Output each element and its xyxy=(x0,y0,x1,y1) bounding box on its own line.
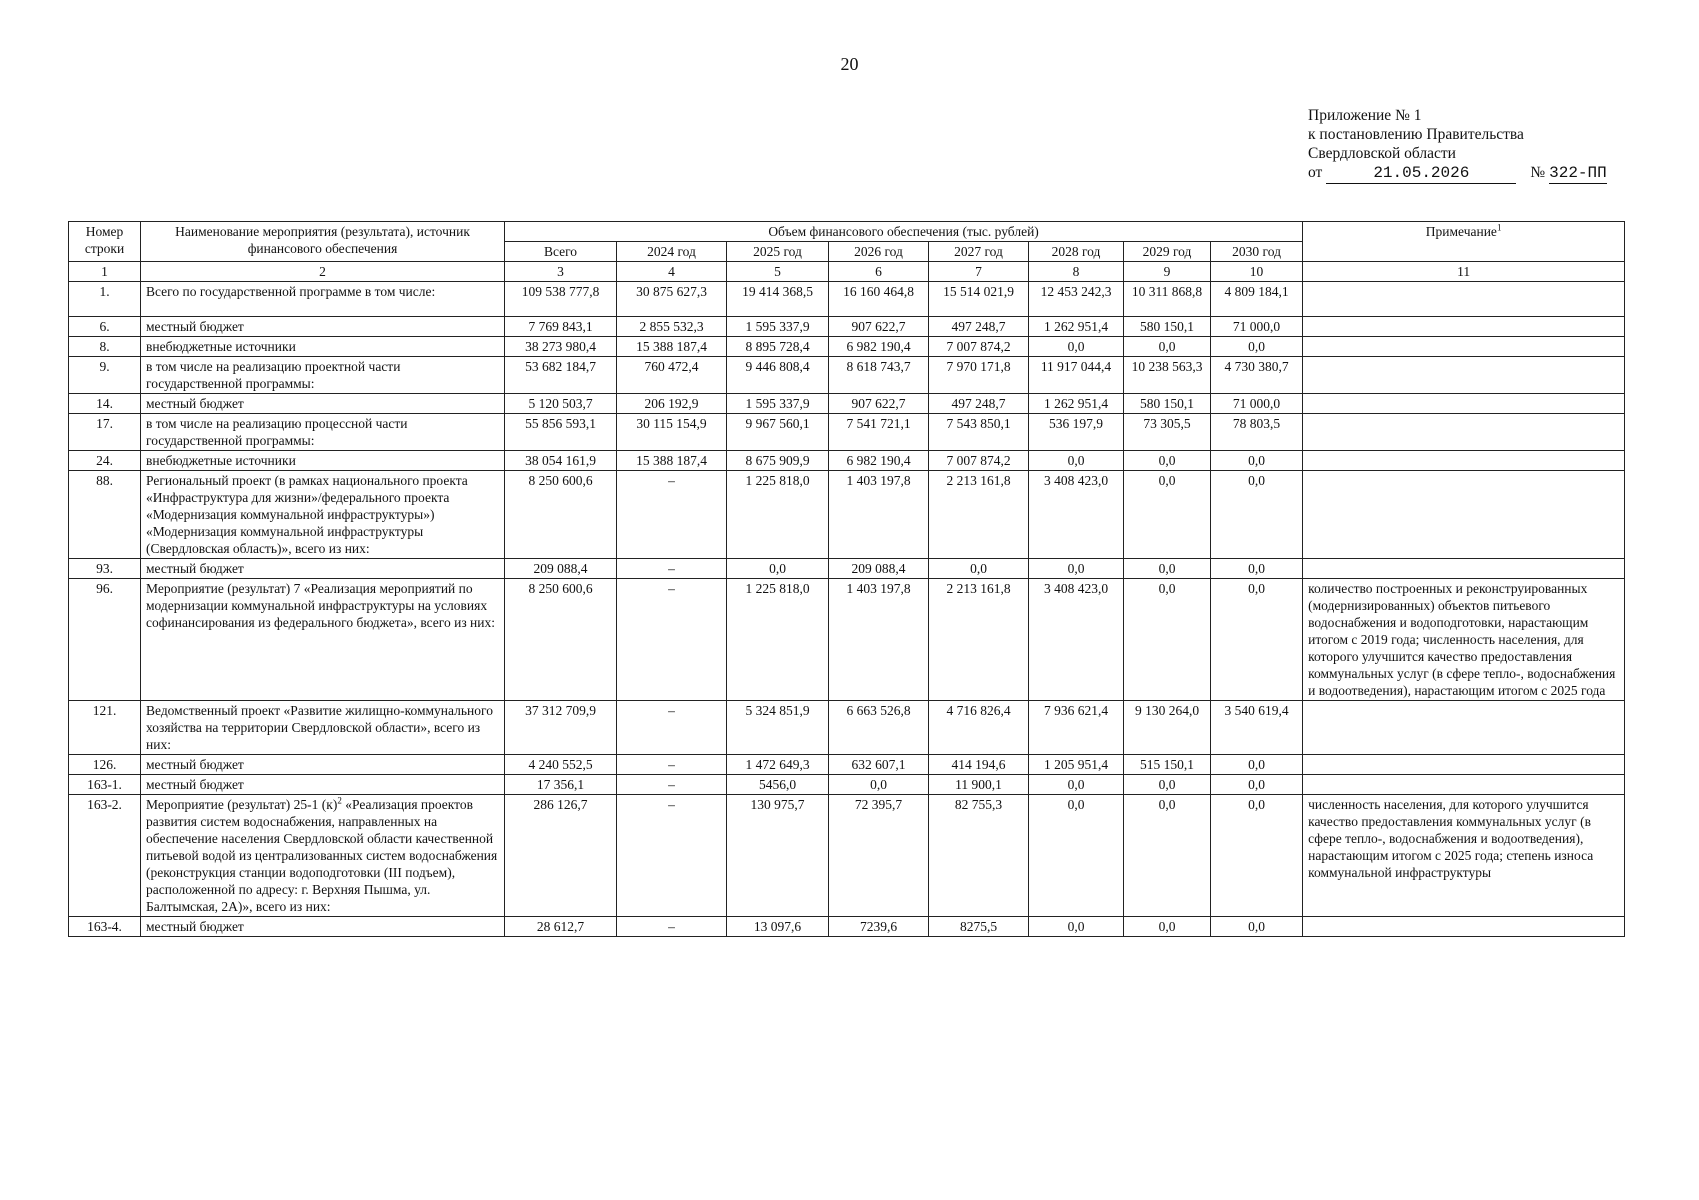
date-value: 21.05.2026 xyxy=(1326,164,1516,184)
appendix-date-line xyxy=(1308,163,1688,184)
row-name: Всего по государственной программе в том числе: xyxy=(141,282,505,317)
value-2028: 3 408 423,0 xyxy=(1029,471,1124,559)
value-2028: 0,0 xyxy=(1029,559,1124,579)
value-2030: 0,0 xyxy=(1211,559,1303,579)
row-number: 163-4. xyxy=(69,917,141,937)
table-row xyxy=(69,795,1625,917)
value-2026: 8 618 743,7 xyxy=(829,357,929,394)
value-2029: 580 150,1 xyxy=(1124,394,1211,414)
value-2024: 30 875 627,3 xyxy=(617,282,727,317)
column-index: 10 xyxy=(1211,262,1303,282)
row-name: внебюджетные источники xyxy=(141,337,505,357)
table-row xyxy=(69,337,1625,357)
value-2027: 7 007 874,2 xyxy=(929,337,1029,357)
table-row xyxy=(69,394,1625,414)
value-2030: 0,0 xyxy=(1211,451,1303,471)
value-2025: 1 225 818,0 xyxy=(727,471,829,559)
row-number: 121. xyxy=(69,701,141,755)
value-2027: 414 194,6 xyxy=(929,755,1029,775)
value-2030: 0,0 xyxy=(1211,775,1303,795)
row-name: внебюджетные источники xyxy=(141,451,505,471)
value-2026: 7 541 721,1 xyxy=(829,414,929,451)
column-index: 6 xyxy=(829,262,929,282)
header-year: 2029 год xyxy=(1124,242,1211,262)
value-2028: 3 408 423,0 xyxy=(1029,579,1124,701)
value-2028: 1 262 951,4 xyxy=(1029,394,1124,414)
row-name: местный бюджет xyxy=(141,917,505,937)
header-total: Всего xyxy=(505,242,617,262)
table-row xyxy=(69,414,1625,451)
column-index: 3 xyxy=(505,262,617,282)
value-2029: 515 150,1 xyxy=(1124,755,1211,775)
value-2030: 0,0 xyxy=(1211,917,1303,937)
row-number: 163-2. xyxy=(69,795,141,917)
row-note: количество построенных и реконструированных (модернизированных) объектов питьевого водоснабжения и водоподготовки, нарастающим итогом с 2019 года; численность населения, для которого улучшится качество предоставления коммунальных услуг (в сфере тепло-, водоснабжения и водоотведения), нарастающим итогом с 2025 года xyxy=(1303,579,1625,701)
value-2026: 907 622,7 xyxy=(829,317,929,337)
row-note xyxy=(1303,559,1625,579)
value-2029: 73 305,5 xyxy=(1124,414,1211,451)
row-name: местный бюджет xyxy=(141,559,505,579)
row-note: численность населения, для которого улучшится качество предоставления коммунальных услуг (в сфере тепло-, водоснабжения и водоотведения), нарастающим итогом с 2025 года; степень износа коммунальной инфраструктуры xyxy=(1303,795,1625,917)
value-total: 5 120 503,7 xyxy=(505,394,617,414)
value-2029: 0,0 xyxy=(1124,471,1211,559)
value-2028: 0,0 xyxy=(1029,775,1124,795)
value-2027: 4 716 826,4 xyxy=(929,701,1029,755)
value-total: 37 312 709,9 xyxy=(505,701,617,755)
value-2025: 5 324 851,9 xyxy=(727,701,829,755)
number-label: № xyxy=(1530,164,1546,181)
row-name-rest: «Реализация проектов развития систем водоснабжения, направленных на обеспечение населения Свердловской области качественной питьевой водой из централизованных систем водоснабжения (реконструкция станции водоподготовки (III подъем), расположенной по адресу: г. Верхняя Пышма, ул. Балтымская, 2А)», всего из них: xyxy=(146,797,498,914)
value-2030: 0,0 xyxy=(1211,471,1303,559)
table-row xyxy=(69,317,1625,337)
value-2025: 0,0 xyxy=(727,559,829,579)
header-row-number: Номер строки xyxy=(69,222,141,262)
value-2028: 0,0 xyxy=(1029,451,1124,471)
value-2024: – xyxy=(617,775,727,795)
value-2024: – xyxy=(617,917,727,937)
table-row xyxy=(69,701,1625,755)
table-row xyxy=(69,451,1625,471)
table-row xyxy=(69,917,1625,937)
header-note-text: Примечание xyxy=(1425,224,1497,239)
row-number: 1. xyxy=(69,282,141,317)
header-year: 2028 год xyxy=(1029,242,1124,262)
value-2025: 1 595 337,9 xyxy=(727,394,829,414)
row-note xyxy=(1303,701,1625,755)
table-row xyxy=(69,775,1625,795)
table-row xyxy=(69,357,1625,394)
value-2030: 78 803,5 xyxy=(1211,414,1303,451)
header-year: 2030 год xyxy=(1211,242,1303,262)
value-2024: – xyxy=(617,471,727,559)
value-2025: 1 472 649,3 xyxy=(727,755,829,775)
value-2026: 907 622,7 xyxy=(829,394,929,414)
appendix-line-3: Свердловской области xyxy=(1308,145,1456,162)
value-2029: 0,0 xyxy=(1124,559,1211,579)
value-total: 8 250 600,6 xyxy=(505,579,617,701)
value-2027: 7 007 874,2 xyxy=(929,451,1029,471)
row-number: 96. xyxy=(69,579,141,701)
value-total: 53 682 184,7 xyxy=(505,357,617,394)
value-total: 4 240 552,5 xyxy=(505,755,617,775)
column-index: 1 xyxy=(69,262,141,282)
column-index-row xyxy=(69,262,1625,282)
value-2026: 6 982 190,4 xyxy=(829,337,929,357)
value-2028: 0,0 xyxy=(1029,917,1124,937)
value-2028: 1 205 951,4 xyxy=(1029,755,1124,775)
value-2027: 15 514 021,9 xyxy=(929,282,1029,317)
value-total: 7 769 843,1 xyxy=(505,317,617,337)
value-2024: 206 192,9 xyxy=(617,394,727,414)
value-2029: 0,0 xyxy=(1124,337,1211,357)
row-name: местный бюджет xyxy=(141,394,505,414)
row-note xyxy=(1303,775,1625,795)
column-index: 2 xyxy=(141,262,505,282)
header-year: 2027 год xyxy=(929,242,1029,262)
value-2030: 0,0 xyxy=(1211,337,1303,357)
value-total: 38 054 161,9 xyxy=(505,451,617,471)
value-2025: 1 225 818,0 xyxy=(727,579,829,701)
value-2027: 2 213 161,8 xyxy=(929,471,1029,559)
value-total: 17 356,1 xyxy=(505,775,617,795)
value-2029: 0,0 xyxy=(1124,795,1211,917)
value-2025: 19 414 368,5 xyxy=(727,282,829,317)
value-2025: 1 595 337,9 xyxy=(727,317,829,337)
value-2024: 30 115 154,9 xyxy=(617,414,727,451)
value-2027: 7 970 171,8 xyxy=(929,357,1029,394)
row-note xyxy=(1303,394,1625,414)
value-2026: 1 403 197,8 xyxy=(829,471,929,559)
row-number: 6. xyxy=(69,317,141,337)
row-note xyxy=(1303,357,1625,394)
column-index: 7 xyxy=(929,262,1029,282)
value-2026: 0,0 xyxy=(829,775,929,795)
column-index: 11 xyxy=(1303,262,1625,282)
table-row xyxy=(69,559,1625,579)
value-2028: 7 936 621,4 xyxy=(1029,701,1124,755)
row-name: местный бюджет xyxy=(141,775,505,795)
value-2029: 0,0 xyxy=(1124,579,1211,701)
value-2027: 8275,5 xyxy=(929,917,1029,937)
value-2025: 8 675 909,9 xyxy=(727,451,829,471)
value-total: 8 250 600,6 xyxy=(505,471,617,559)
value-2026: 16 160 464,8 xyxy=(829,282,929,317)
row-name: Ведомственный проект «Развитие жилищно-коммунального хозяйства на территории Свердловской области», всего из них: xyxy=(141,701,505,755)
page-number: 20 xyxy=(840,54,859,74)
value-2030: 0,0 xyxy=(1211,579,1303,701)
value-total: 286 126,7 xyxy=(505,795,617,917)
value-2024: 2 855 532,3 xyxy=(617,317,727,337)
appendix-header xyxy=(1308,106,1688,184)
value-2028: 536 197,9 xyxy=(1029,414,1124,451)
appendix-line-1: Приложение № 1 xyxy=(1308,107,1422,124)
financing-table xyxy=(68,221,1625,937)
value-2025: 9 967 560,1 xyxy=(727,414,829,451)
value-2024: – xyxy=(617,701,727,755)
value-2027: 0,0 xyxy=(929,559,1029,579)
value-2030: 0,0 xyxy=(1211,795,1303,917)
row-note xyxy=(1303,414,1625,451)
value-2025: 13 097,6 xyxy=(727,917,829,937)
value-2028: 0,0 xyxy=(1029,795,1124,917)
header-year: 2026 год xyxy=(829,242,929,262)
date-label: от xyxy=(1308,164,1323,181)
value-2030: 4 730 380,7 xyxy=(1211,357,1303,394)
value-2026: 209 088,4 xyxy=(829,559,929,579)
value-2027: 497 248,7 xyxy=(929,394,1029,414)
value-2030: 71 000,0 xyxy=(1211,317,1303,337)
value-2029: 0,0 xyxy=(1124,775,1211,795)
value-2025: 5456,0 xyxy=(727,775,829,795)
value-total: 28 612,7 xyxy=(505,917,617,937)
row-note xyxy=(1303,282,1625,317)
row-number: 88. xyxy=(69,471,141,559)
value-2025: 9 446 808,4 xyxy=(727,357,829,394)
value-2024: – xyxy=(617,755,727,775)
value-2025: 8 895 728,4 xyxy=(727,337,829,357)
row-note xyxy=(1303,755,1625,775)
value-total: 55 856 593,1 xyxy=(505,414,617,451)
table-row xyxy=(69,579,1625,701)
row-name: Мероприятие (результат) 7 «Реализация мероприятий по модернизации коммунальной инфраструктуры на условиях софинансирования из федерального бюджета», всего из них: xyxy=(141,579,505,701)
value-2029: 580 150,1 xyxy=(1124,317,1211,337)
value-2027: 82 755,3 xyxy=(929,795,1029,917)
value-2024: – xyxy=(617,559,727,579)
value-2029: 9 130 264,0 xyxy=(1124,701,1211,755)
row-note xyxy=(1303,471,1625,559)
value-2029: 0,0 xyxy=(1124,917,1211,937)
footnote-mark: 2 xyxy=(337,795,342,806)
value-2026: 7239,6 xyxy=(829,917,929,937)
header-volume: Объем финансового обеспечения (тыс. рублей) xyxy=(505,222,1303,242)
row-note xyxy=(1303,451,1625,471)
column-index: 8 xyxy=(1029,262,1124,282)
row-number: 24. xyxy=(69,451,141,471)
header-note-footnote: 1 xyxy=(1496,222,1502,233)
row-name: в том числе на реализацию проектной части государственной программы: xyxy=(141,357,505,394)
value-2027: 7 543 850,1 xyxy=(929,414,1029,451)
value-total: 109 538 777,8 xyxy=(505,282,617,317)
row-note xyxy=(1303,917,1625,937)
row-name-start: Мероприятие (результат) 25-1 (к) xyxy=(146,797,338,812)
value-2026: 632 607,1 xyxy=(829,755,929,775)
row-note xyxy=(1303,317,1625,337)
row-number: 8. xyxy=(69,337,141,357)
value-2029: 10 311 868,8 xyxy=(1124,282,1211,317)
value-2027: 11 900,1 xyxy=(929,775,1029,795)
value-2028: 11 917 044,4 xyxy=(1029,357,1124,394)
header-year: 2025 год xyxy=(727,242,829,262)
value-2028: 12 453 242,3 xyxy=(1029,282,1124,317)
row-number: 17. xyxy=(69,414,141,451)
value-2027: 497 248,7 xyxy=(929,317,1029,337)
value-2026: 1 403 197,8 xyxy=(829,579,929,701)
table-row xyxy=(69,471,1625,559)
row-name: местный бюджет xyxy=(141,317,505,337)
appendix-line-2: к постановлению Правительства xyxy=(1308,126,1524,143)
header-note xyxy=(1303,222,1625,262)
value-2024: – xyxy=(617,795,727,917)
value-2026: 6 663 526,8 xyxy=(829,701,929,755)
column-index: 4 xyxy=(617,262,727,282)
value-2024: 15 388 187,4 xyxy=(617,451,727,471)
value-2024: 760 472,4 xyxy=(617,357,727,394)
row-number: 9. xyxy=(69,357,141,394)
row-name: в том числе на реализацию процессной части государственной программы: xyxy=(141,414,505,451)
row-number: 126. xyxy=(69,755,141,775)
row-note xyxy=(1303,337,1625,357)
value-2029: 0,0 xyxy=(1124,451,1211,471)
header-name: Наименование мероприятия (результата), источник финансового обеспечения xyxy=(141,222,505,262)
row-number: 93. xyxy=(69,559,141,579)
value-2030: 71 000,0 xyxy=(1211,394,1303,414)
value-2028: 1 262 951,4 xyxy=(1029,317,1124,337)
value-2026: 6 982 190,4 xyxy=(829,451,929,471)
row-number: 14. xyxy=(69,394,141,414)
value-2027: 2 213 161,8 xyxy=(929,579,1029,701)
value-total: 38 273 980,4 xyxy=(505,337,617,357)
value-2030: 0,0 xyxy=(1211,755,1303,775)
value-total: 209 088,4 xyxy=(505,559,617,579)
value-2026: 72 395,7 xyxy=(829,795,929,917)
value-2030: 3 540 619,4 xyxy=(1211,701,1303,755)
table-row xyxy=(69,282,1625,317)
column-index: 5 xyxy=(727,262,829,282)
value-2028: 0,0 xyxy=(1029,337,1124,357)
row-name: местный бюджет xyxy=(141,755,505,775)
value-2029: 10 238 563,3 xyxy=(1124,357,1211,394)
row-number: 163-1. xyxy=(69,775,141,795)
value-2025: 130 975,7 xyxy=(727,795,829,917)
number-value: 322-ПП xyxy=(1549,164,1607,182)
row-name: Региональный проект (в рамках национального проекта «Инфраструктура для жизни»/федерального проекта «Модернизация коммунальной инфраструктуры») «Модернизация коммунальной инфраструктуры (Свердловская область)», всего из них: xyxy=(141,471,505,559)
column-index: 9 xyxy=(1124,262,1211,282)
row-name xyxy=(141,795,505,917)
value-2024: – xyxy=(617,579,727,701)
header-year: 2024 год xyxy=(617,242,727,262)
table-row xyxy=(69,755,1625,775)
value-2024: 15 388 187,4 xyxy=(617,337,727,357)
value-2030: 4 809 184,1 xyxy=(1211,282,1303,317)
